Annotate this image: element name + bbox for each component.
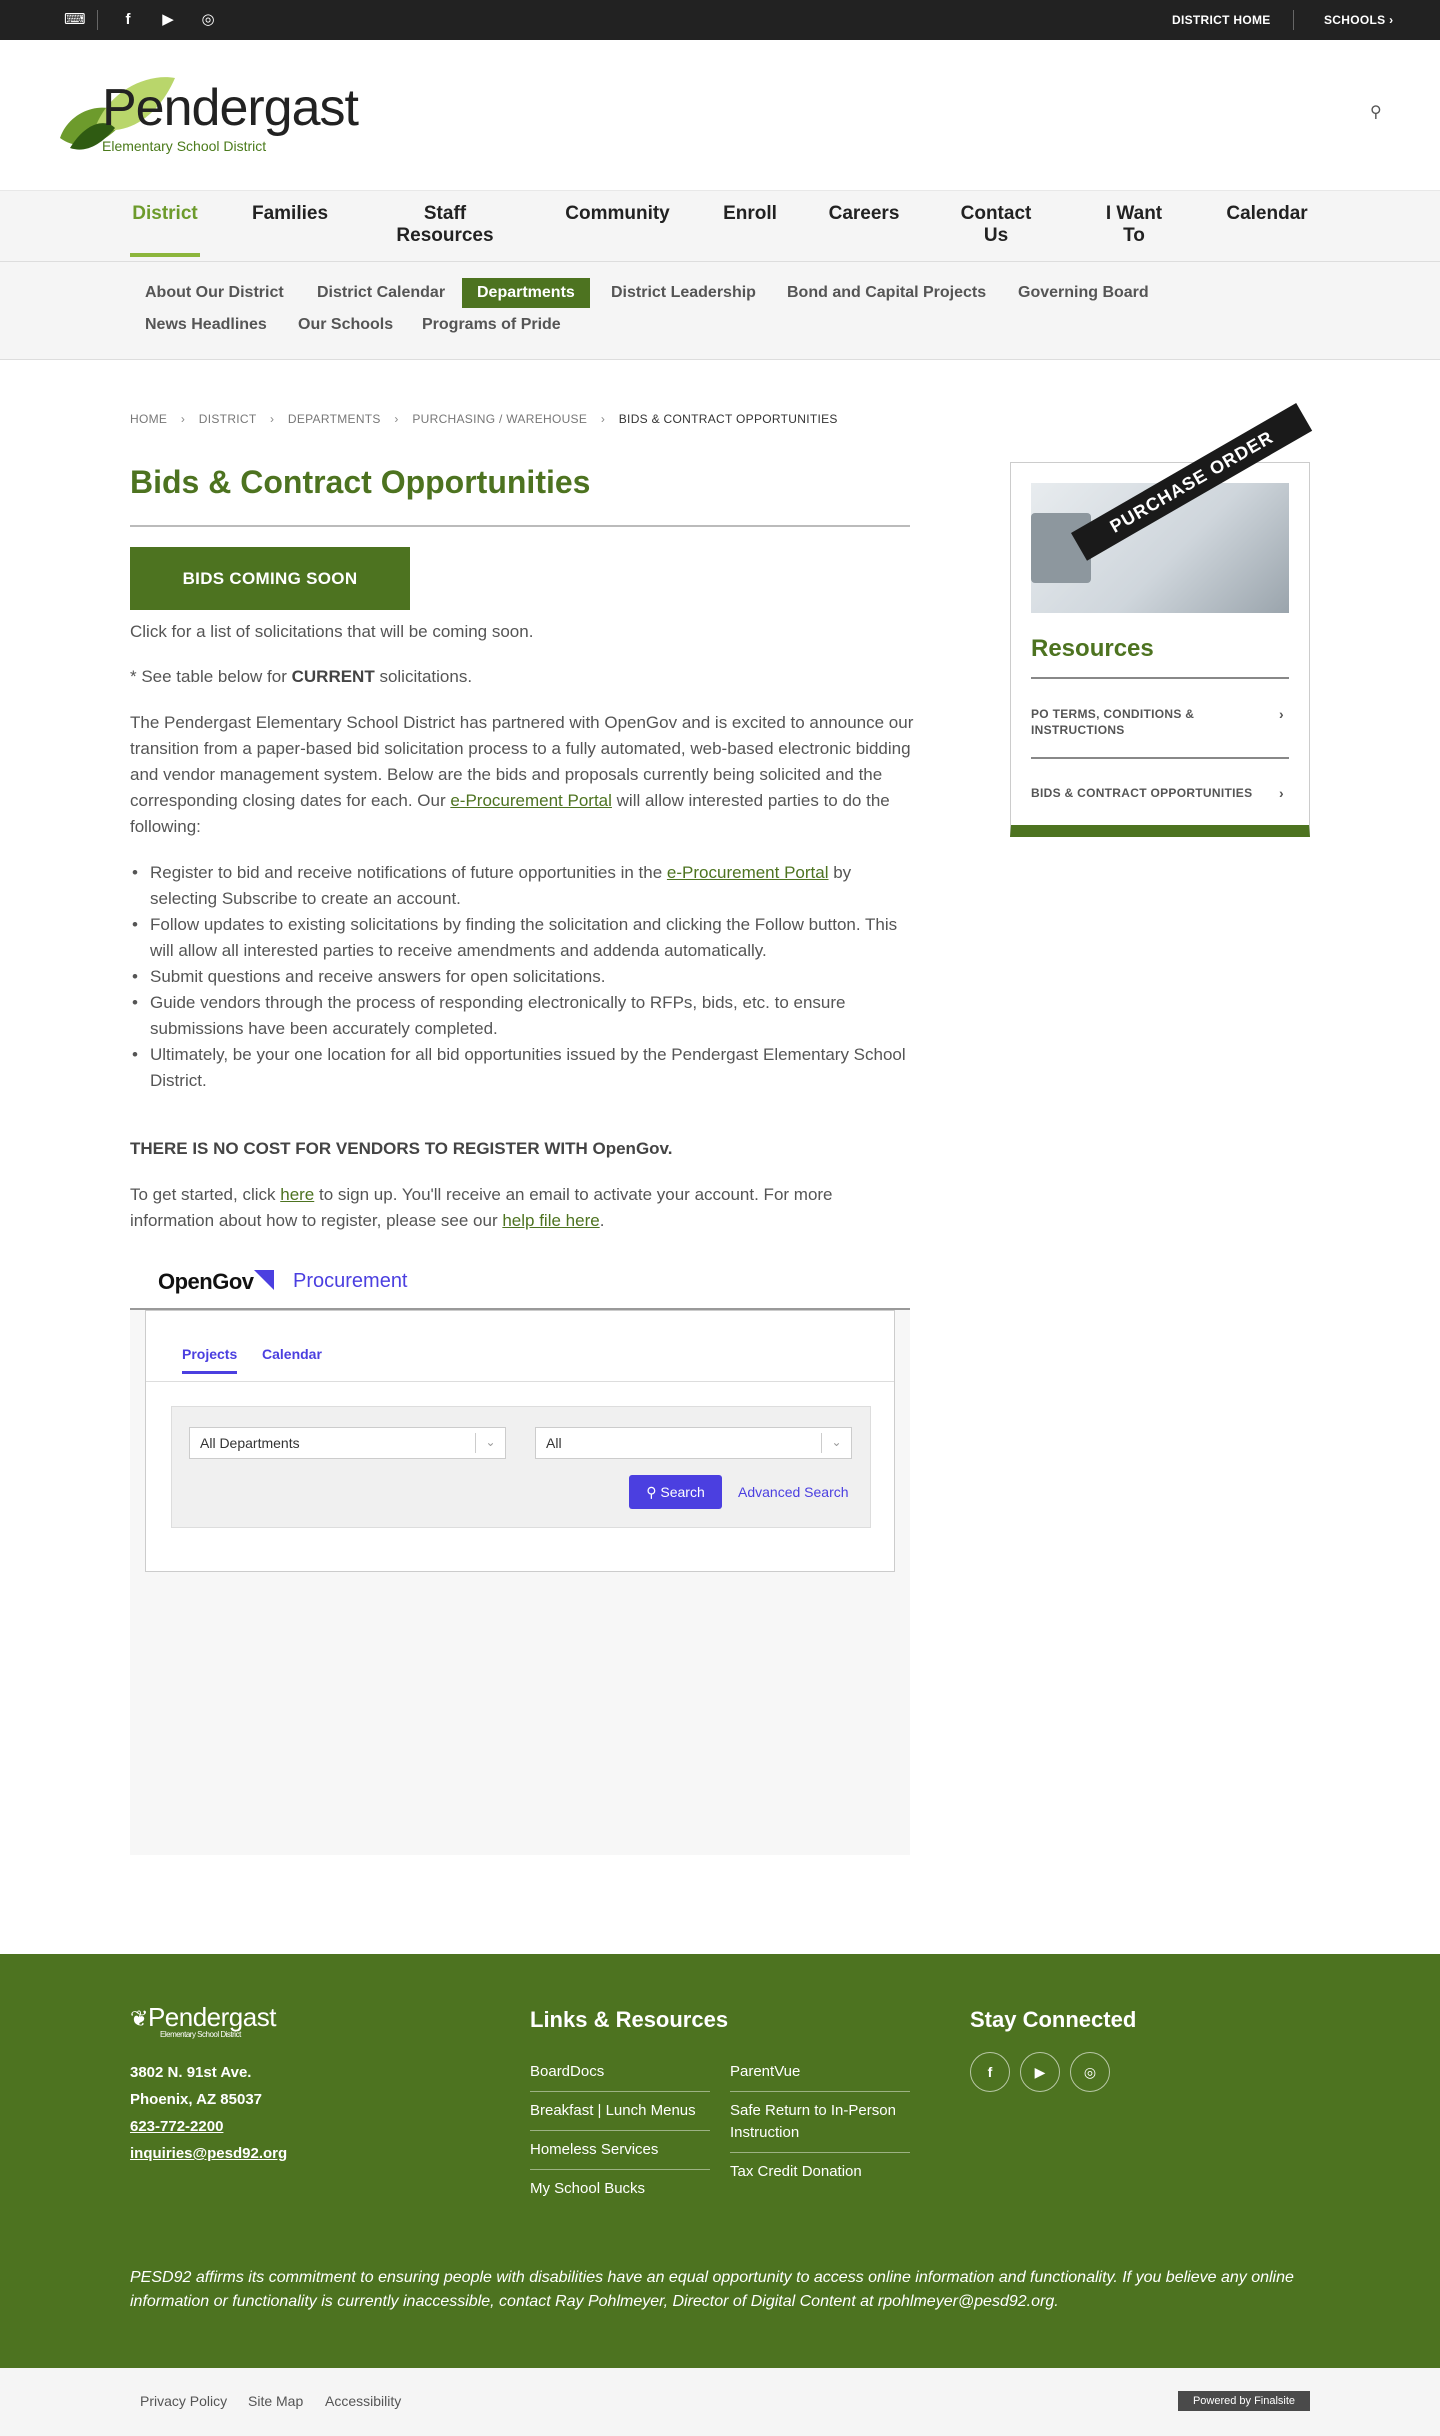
advanced-search-link[interactable]: Advanced Search (738, 1484, 849, 1500)
footer-link-tax-credit[interactable]: Tax Credit Donation (730, 2163, 862, 2180)
nav-item-families[interactable]: Families (251, 203, 329, 224)
nav-item-i-want-to[interactable]: I Want To (1105, 203, 1163, 246)
status-select-value: All (546, 1435, 562, 1451)
nav-item-district[interactable]: District (130, 203, 200, 225)
sidebar-divider (1031, 757, 1289, 759)
nav-item-enroll[interactable]: Enroll (723, 203, 777, 224)
help-file-link[interactable]: help file here (502, 1211, 600, 1230)
list-item: • Guide vendors through the process of responding electronically to RFPs, bids, etc. to ensure submissions have been accurately completed. (130, 990, 915, 1042)
schools-label: SCHOOLS (1324, 13, 1386, 27)
bids-opportunities-link[interactable] (1031, 785, 1289, 801)
intro-text: The Pendergast Elementary School District has partnered with OpenGov and is excited to announce our transition from a paper-based bid solicitation process to a fully automated, web-based electronic bidding and vendor management system. Below are the bids and proposals currently being solicited and the corresponding closing dates for each. Our (130, 713, 914, 810)
footer-logo-subtitle: Elementary School District (160, 2030, 241, 2039)
nav-item-staff-resources[interactable]: Staff Resources (396, 203, 494, 246)
tab-calendar[interactable]: Calendar (262, 1346, 322, 1362)
get-started-text: To get started, click (130, 1185, 281, 1204)
intro-text: will allow interested parties to do the following: (130, 791, 890, 836)
facebook-icon[interactable]: f (125, 11, 131, 28)
subnav-our-schools[interactable]: Our Schools (298, 316, 394, 333)
intro-paragraph (130, 710, 915, 840)
search-filters (171, 1406, 871, 1528)
note-text: solicitations. (374, 667, 473, 686)
footer-link-boarddocs[interactable]: BoardDocs (530, 2063, 605, 2080)
nav-item-community[interactable]: Community (565, 203, 670, 224)
links-heading: Links & Resources (530, 2007, 729, 2032)
address-line-1: 3802 N. 91st Ave. (130, 2064, 252, 2081)
footer-divider (530, 2169, 710, 2170)
chevron-right-icon: › (1279, 706, 1284, 722)
translate-icon[interactable]: ⌨ (64, 11, 86, 28)
opengov-panel (145, 1310, 895, 1572)
note-bold: CURRENT (291, 667, 375, 686)
list-item: • Follow updates to existing solicitations by finding the solicitation and clicking the Follow button. This will allow all interested parties to receive amendments and addenda automatically. (130, 912, 915, 964)
purchase-order-band: PURCHASE ORDER (1071, 403, 1312, 561)
tab-projects[interactable]: Projects (182, 1346, 237, 1374)
footer-logo[interactable] (130, 2002, 276, 2039)
signup-link[interactable]: here (280, 1185, 315, 1204)
nav-item-contact-us[interactable]: Contact Us (960, 203, 1032, 246)
instagram-icon[interactable]: ◎ (1070, 2052, 1110, 2092)
footer-divider (530, 2130, 710, 2131)
department-select-value: All Departments (200, 1435, 300, 1451)
breadcrumb-purchasing[interactable]: PURCHASING / WAREHOUSE (412, 412, 588, 426)
search-icon[interactable]: ⚲ (1370, 104, 1382, 121)
list-item: • Ultimately, be your one location for all bid opportunities issued by the Pendergast Elementary School District. (130, 1042, 915, 1094)
breadcrumb-home[interactable]: HOME (130, 412, 168, 426)
sidebar-title: Resources (1031, 635, 1154, 662)
subnav-calendar[interactable]: District Calendar (317, 284, 446, 301)
department-select[interactable] (189, 1427, 506, 1459)
footer-link-menus[interactable]: Breakfast | Lunch Menus (530, 2102, 696, 2119)
main-navigation (0, 190, 1440, 262)
procurement-label: Procurement (293, 1270, 408, 1292)
subnav-leadership[interactable]: District Leadership (611, 284, 756, 301)
subnav-governing-board[interactable]: Governing Board (1018, 284, 1149, 301)
footer-link-homeless[interactable]: Homeless Services (530, 2141, 659, 2158)
subnav-departments[interactable]: Departments (462, 278, 590, 308)
logo-wordmark: Pendergast (102, 79, 358, 137)
page-title: Bids & Contract Opportunities (130, 464, 591, 500)
opengov-logo: OpenGov (158, 1269, 254, 1294)
instagram-icon[interactable]: ◎ (201, 11, 215, 28)
bullet-text: by selecting Subscribe to create an account. (150, 863, 852, 908)
schools-menu[interactable] (1324, 13, 1393, 27)
district-home-link[interactable]: DISTRICT HOME (1172, 13, 1271, 27)
get-started-text: to sign up. You'll receive an email to activate your account. For more information about how to register, please see our (130, 1185, 833, 1230)
phone-link[interactable]: 623-772-2200 (130, 2118, 224, 2135)
breadcrumb-district[interactable]: DISTRICT (198, 412, 257, 426)
site-header (0, 40, 1440, 190)
sidebar-divider (1031, 677, 1289, 679)
search-button-label: Search (660, 1484, 705, 1500)
divider (1293, 10, 1294, 30)
bids-coming-soon-button[interactable]: BIDS COMING SOON (130, 547, 410, 610)
chevron-right-icon: › (600, 412, 606, 426)
bullet-text: Register to bid and receive notifications of future opportunities in the (150, 863, 667, 882)
footer-link-parentvue[interactable]: ParentVue (730, 2063, 801, 2080)
breadcrumb-departments[interactable]: DEPARTMENTS (287, 412, 381, 426)
get-started-paragraph (130, 1182, 915, 1234)
get-started-text: . (599, 1211, 605, 1230)
chevron-down-icon: ⌄ (821, 1433, 851, 1453)
tab-divider (146, 1381, 894, 1382)
youtube-icon[interactable]: ▶ (162, 11, 174, 28)
bottom-bar (0, 2368, 1440, 2436)
powered-by-finalsite-badge[interactable]: Powered by Finalsite (1178, 2391, 1310, 2411)
accessibility-statement: PESD92 affirms its commitment to ensuring people with disabilities have an equal opportunity to access online information and functionality. If you believe any online information or functionality is currently inaccessible, contact Ray Pohlmeyer, Director of Digital Content at rpohlmeyer@pesd92.org. (130, 2269, 1294, 2310)
po-terms-label: PO TERMS, CONDITIONS & INSTRUCTIONS (1031, 707, 1195, 737)
chevron-right-icon: › (1279, 785, 1284, 801)
resources-sidebar (1010, 426, 1310, 837)
coming-soon-text: Click for a list of solicitations that will be coming soon. (130, 622, 534, 641)
footer-divider (530, 2091, 710, 2092)
footer-link-school-bucks[interactable]: My School Bucks (530, 2180, 646, 2197)
search-button[interactable] (629, 1475, 722, 1509)
nav-item-careers[interactable]: Careers (828, 203, 900, 224)
chevron-right-icon: › (1389, 13, 1394, 27)
address-line-2: Phoenix, AZ 85037 (130, 2091, 262, 2108)
site-footer (0, 1954, 1440, 2368)
stay-connected-heading: Stay Connected (970, 2007, 1137, 2032)
list-item: • Submit questions and receive answers for open solicitations. (130, 964, 915, 990)
footer-link-safe-return[interactable]: Safe Return to In-Person Instruction (730, 2102, 896, 2141)
sub-navigation (0, 262, 1440, 360)
bids-opportunities-label: BIDS & CONTRACT OPPORTUNITIES (1031, 786, 1253, 800)
purchase-order-image (1031, 426, 1289, 613)
no-cost-notice: THERE IS NO COST FOR VENDORS TO REGISTER WITH OpenGov. (130, 1139, 673, 1158)
chevron-right-icon: › (269, 412, 275, 426)
e-procurement-link[interactable]: e-Procurement Portal (450, 791, 612, 810)
opengov-mark-icon (254, 1270, 274, 1290)
opengov-header (130, 1255, 910, 1310)
title-divider (130, 525, 910, 527)
breadcrumb (130, 412, 848, 426)
district-logo[interactable] (50, 68, 380, 168)
footer-leaf-icon: ❦ (130, 2006, 148, 2031)
youtube-icon[interactable]: ▶ (1020, 2052, 1060, 2092)
breadcrumb-current: BIDS & CONTRACT OPPORTUNITIES (618, 412, 838, 426)
feature-list (130, 860, 915, 1094)
subnav-about[interactable]: About Our District (145, 284, 284, 301)
footer-divider (730, 2091, 910, 2092)
list-item (130, 860, 915, 912)
po-terms-link[interactable] (1031, 706, 1289, 738)
facebook-icon[interactable]: f (970, 2052, 1010, 2092)
e-procurement-link[interactable]: e-Procurement Portal (666, 863, 829, 882)
chevron-right-icon: › (180, 412, 186, 426)
accessibility-link[interactable]: Accessibility (325, 2393, 402, 2409)
privacy-policy-link[interactable]: Privacy Policy (140, 2393, 228, 2409)
note-text: * See table below for (130, 667, 292, 686)
chevron-right-icon: › (394, 412, 399, 426)
nav-item-calendar[interactable]: Calendar (1226, 203, 1308, 224)
status-select[interactable] (535, 1427, 852, 1459)
current-note (130, 664, 915, 690)
email-link[interactable]: inquiries@pesd92.org (130, 2145, 288, 2162)
footer-logo-wordmark: Pendergast (147, 2002, 276, 2032)
utility-bar (0, 0, 1440, 40)
subnav-bond-projects[interactable]: Bond and Capital Projects (787, 284, 987, 301)
subnav-programs-of-pride[interactable]: Programs of Pride (422, 316, 561, 333)
footer-divider (730, 2152, 910, 2153)
search-icon: ⚲ (646, 1484, 657, 1500)
opengov-embed (130, 1310, 910, 1855)
logo-subtitle: Elementary School District (102, 138, 267, 154)
chevron-down-icon: ⌄ (475, 1433, 505, 1453)
site-map-link[interactable]: Site Map (248, 2393, 304, 2409)
divider (97, 10, 98, 30)
subnav-news[interactable]: News Headlines (145, 316, 267, 333)
